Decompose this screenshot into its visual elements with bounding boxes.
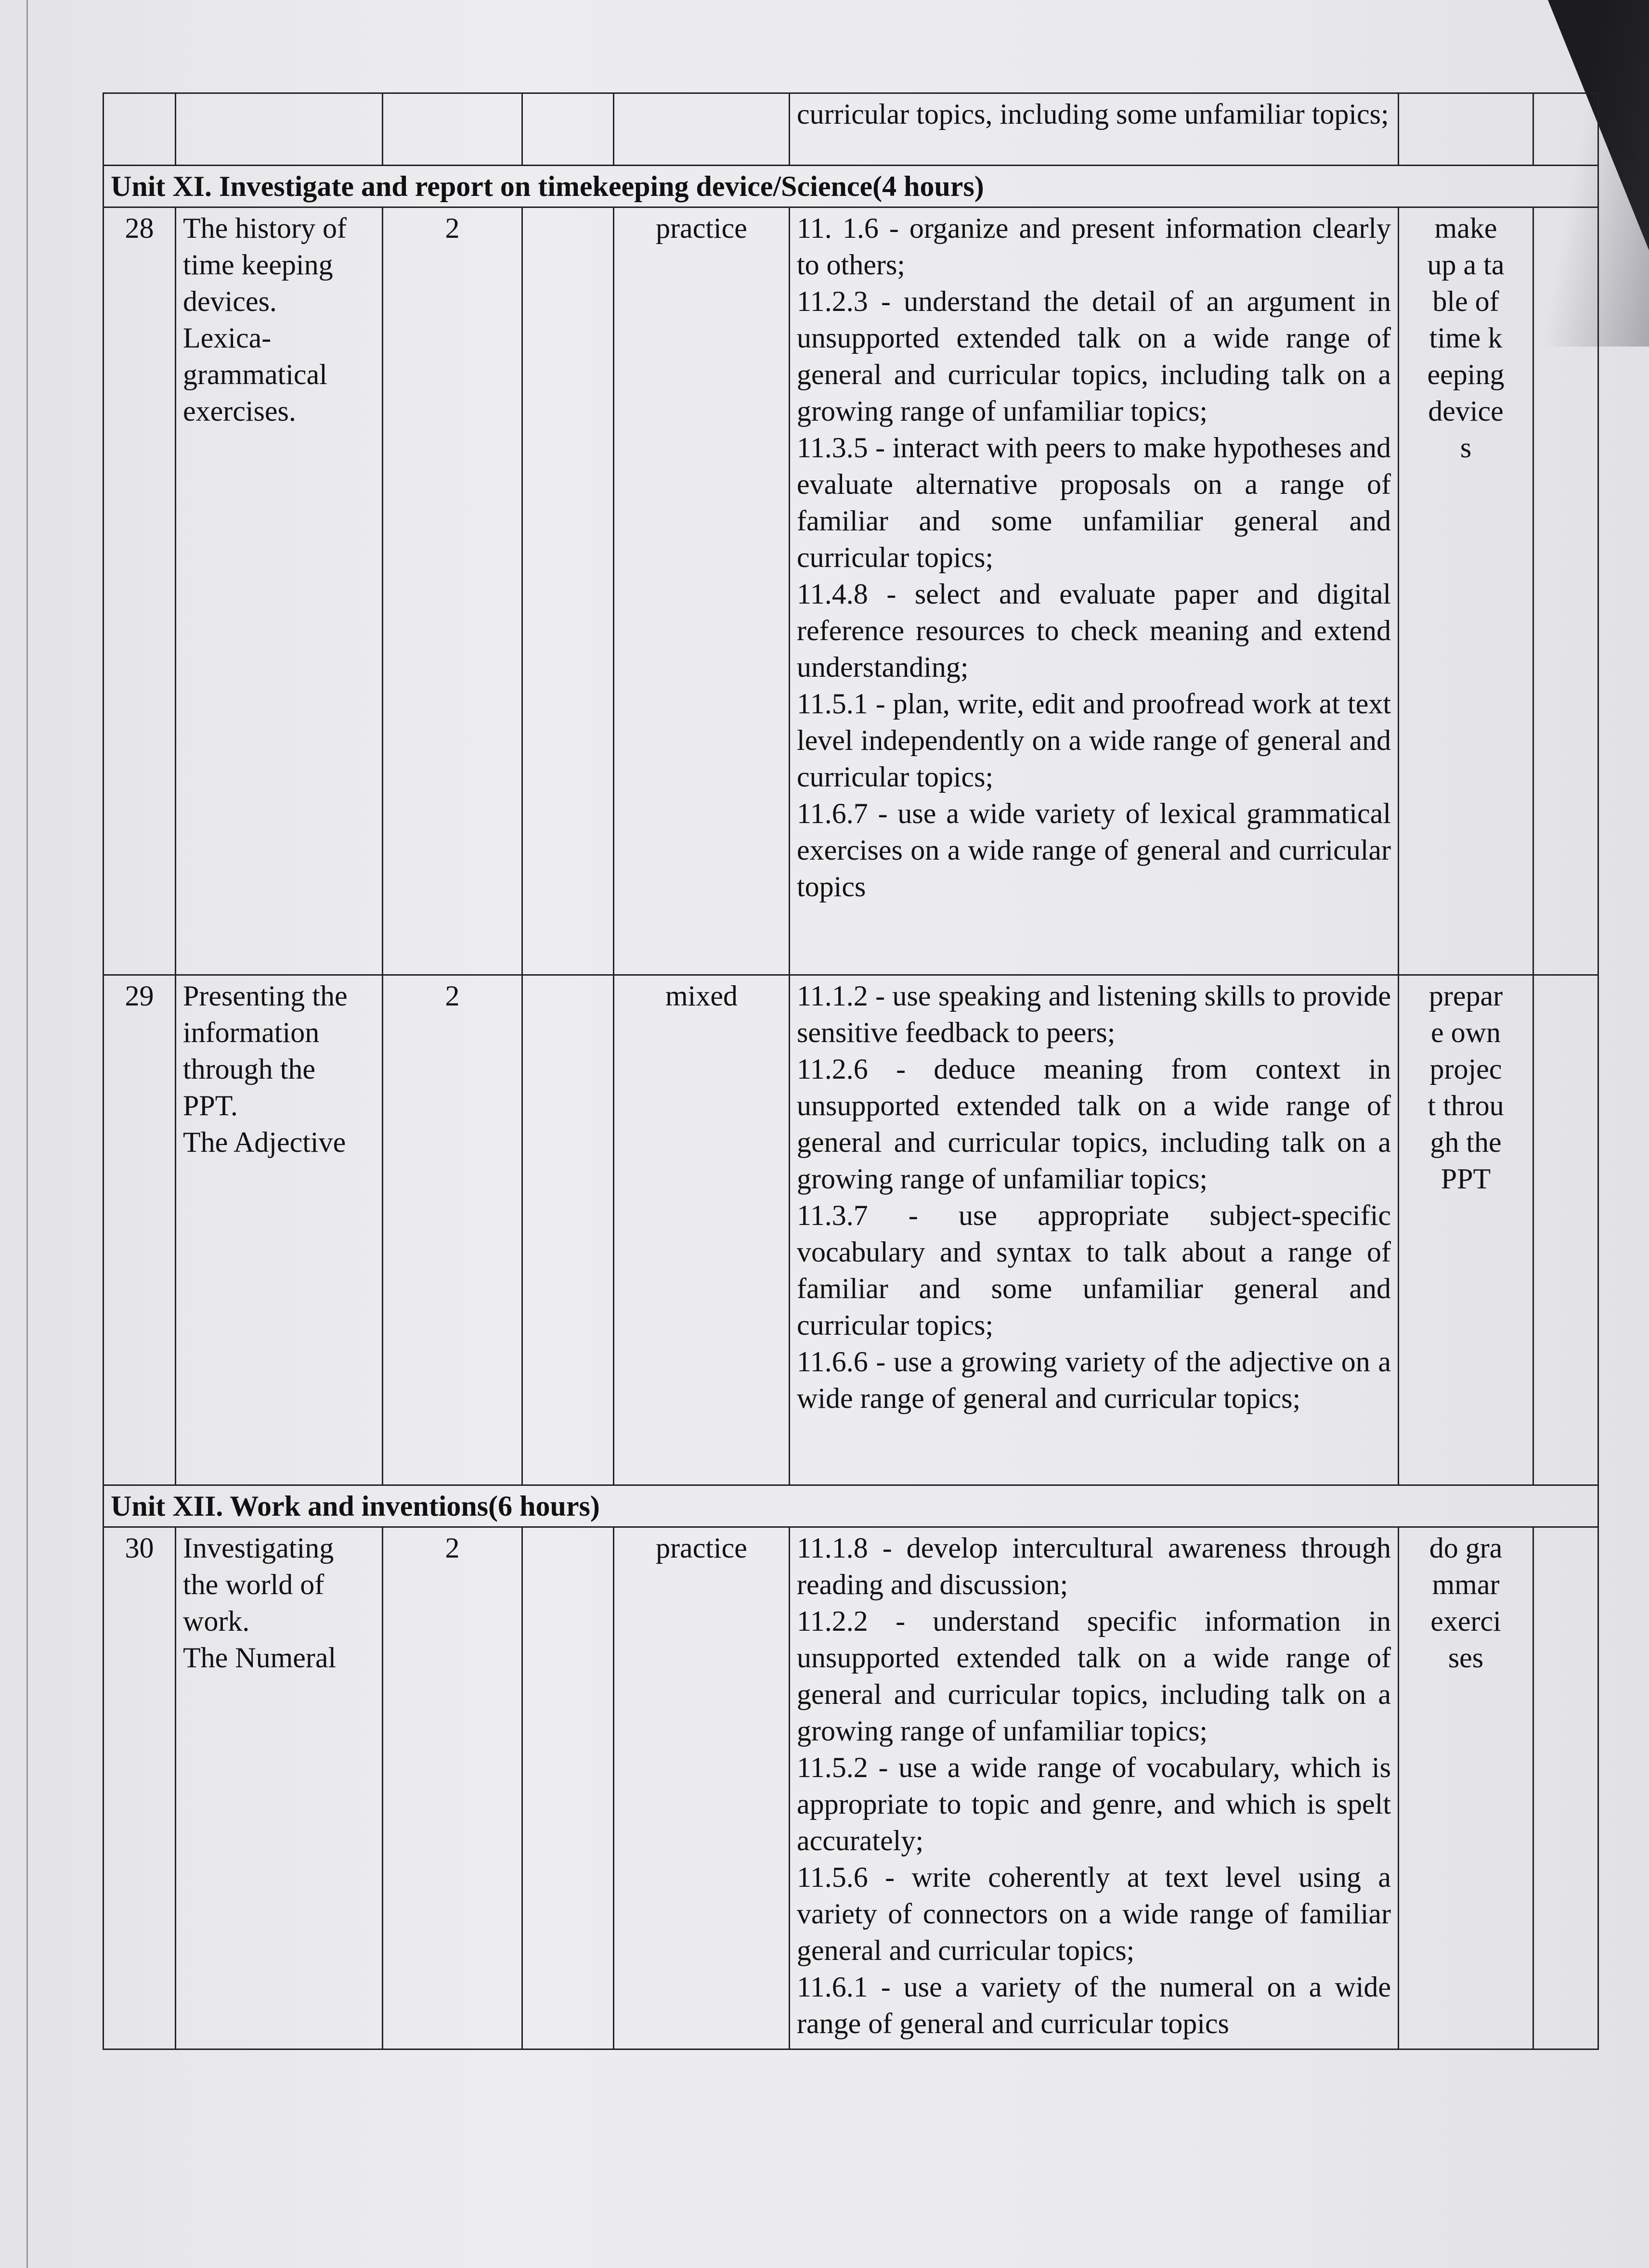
cell-objectives	[790, 93, 1399, 166]
lesson-objectives	[790, 1527, 1399, 2049]
lesson-topic	[176, 207, 383, 975]
objective-item: 11.5.1 - plan, write, edit and proofread work at text level independently on a wide range of general and curricular topics;	[797, 688, 1391, 793]
lesson-type: practice	[614, 1527, 790, 2049]
unit-title: Unit XII. Work and inventions(6 hours)	[104, 1485, 1598, 1527]
table-row-continued	[104, 93, 1598, 166]
lesson-hours: 2	[383, 207, 522, 975]
homework-text: make up a table of time keeping devices	[1427, 212, 1505, 464]
objective-item: 11.2.6 - deduce meaning from context in unsupported extended talk on a wide range of general and curricular topics, including talk on a growing range of unfamiliar topics;	[797, 1053, 1391, 1195]
page-edge	[0, 0, 28, 2268]
lesson-topic	[176, 975, 383, 1485]
lesson-number: 29	[104, 975, 176, 1485]
objective-item: 11.3.7 - use appropriate subject-specific vocabulary and syntax to talk about a range of familiar and some unfamiliar general and curricular topics;	[797, 1199, 1391, 1341]
cell-hours	[383, 93, 522, 166]
lesson-plan-table	[103, 92, 1599, 2050]
cell-number	[104, 93, 176, 166]
lesson-homework	[1399, 1527, 1533, 2049]
cell-homework	[1399, 93, 1533, 166]
lesson-number: 28	[104, 207, 176, 975]
objective-item: 11.1.8 - develop intercultural awareness through reading and discussion;	[797, 1532, 1391, 1600]
cell-blank	[522, 975, 614, 1485]
objective-item: 11.3.5 - interact with peers to make hypotheses and evaluate alternative proposals on a range of familiar and some unfamiliar general and curricular topics;	[797, 432, 1391, 573]
cell-notes	[1533, 975, 1598, 1485]
topic-line: Lexica-grammatical exercises.	[183, 322, 327, 427]
lesson-type: mixed	[614, 975, 790, 1485]
objective-item: 11.2.2 - understand specific information in unsupported extended talk on a wide range of general and curricular topics, including talk on a growing range of unfamiliar topics;	[797, 1605, 1391, 1747]
unit-title: Unit XI. Investigate and report on timekeeping device/Science(4 hours)	[104, 166, 1598, 207]
lesson-objectives	[790, 975, 1399, 1485]
topic-line: The Numeral	[183, 1642, 337, 1674]
cell-notes	[1533, 1527, 1598, 2049]
cell-notes	[1533, 207, 1598, 975]
lesson-hours: 2	[383, 975, 522, 1485]
objective-item: 11. 1.6 - organize and present information clearly to others;	[797, 212, 1391, 281]
topic-line: The Adjective	[183, 1126, 346, 1158]
objective-item: 11.4.8 - select and evaluate paper and digital reference resources to check meaning and extend understanding;	[797, 578, 1391, 683]
objective-item: 11.6.1 - use a variety of the numeral on a wide range of general and curricular topics	[797, 1971, 1391, 2039]
objective-item: 11.1.2 - use speaking and listening skills to provide sensitive feedback to peers;	[797, 980, 1391, 1048]
lesson-objectives	[790, 207, 1399, 975]
cell-notes	[1533, 93, 1598, 166]
lesson-homework	[1399, 975, 1533, 1485]
cell-blank	[522, 207, 614, 975]
topic-line: The history of time keeping devices.	[183, 212, 347, 317]
lesson-homework	[1399, 207, 1533, 975]
table-row	[104, 207, 1598, 975]
cell-type	[614, 93, 790, 166]
unit-header-row	[104, 1485, 1598, 1527]
objective-item: 11.2.3 - understand the detail of an argument in unsupported extended talk on a wide range of general and curricular topics, including talk on a growing range of unfamiliar topics;	[797, 285, 1391, 427]
topic-line: Presenting the information through the PPT.	[183, 980, 348, 1121]
lesson-topic	[176, 1527, 383, 2049]
lesson-hours: 2	[383, 1527, 522, 2049]
cell-blank	[522, 1527, 614, 2049]
homework-text: prepare own project through the PPT	[1428, 980, 1504, 1195]
lesson-number: 30	[104, 1527, 176, 2049]
objective-item: 11.5.2 - use a wide range of vocabulary, which is appropriate to topic and genre, and which is spelt accurately;	[797, 1752, 1391, 1856]
lesson-type: practice	[614, 207, 790, 975]
cell-topic	[176, 93, 383, 166]
objective-item: curricular topics, including some unfamiliar topics;	[797, 98, 1389, 130]
table-row	[104, 975, 1598, 1485]
unit-header-row	[104, 166, 1598, 207]
topic-line: Investigating the world of work.	[183, 1532, 334, 1637]
table-row	[104, 1527, 1598, 2049]
cell-blank	[522, 93, 614, 166]
homework-text: do grammar exercises	[1429, 1532, 1503, 1674]
objective-item: 11.5.6 - write coherently at text level using a variety of connectors on a wide range of familiar general and curricular topics;	[797, 1861, 1391, 1966]
objective-item: 11.6.6 - use a growing variety of the adjective on a wide range of general and curricular topics;	[797, 1346, 1391, 1414]
objective-item: 11.6.7 - use a wide variety of lexical grammatical exercises on a wide range of general and curricular topics	[797, 798, 1391, 902]
